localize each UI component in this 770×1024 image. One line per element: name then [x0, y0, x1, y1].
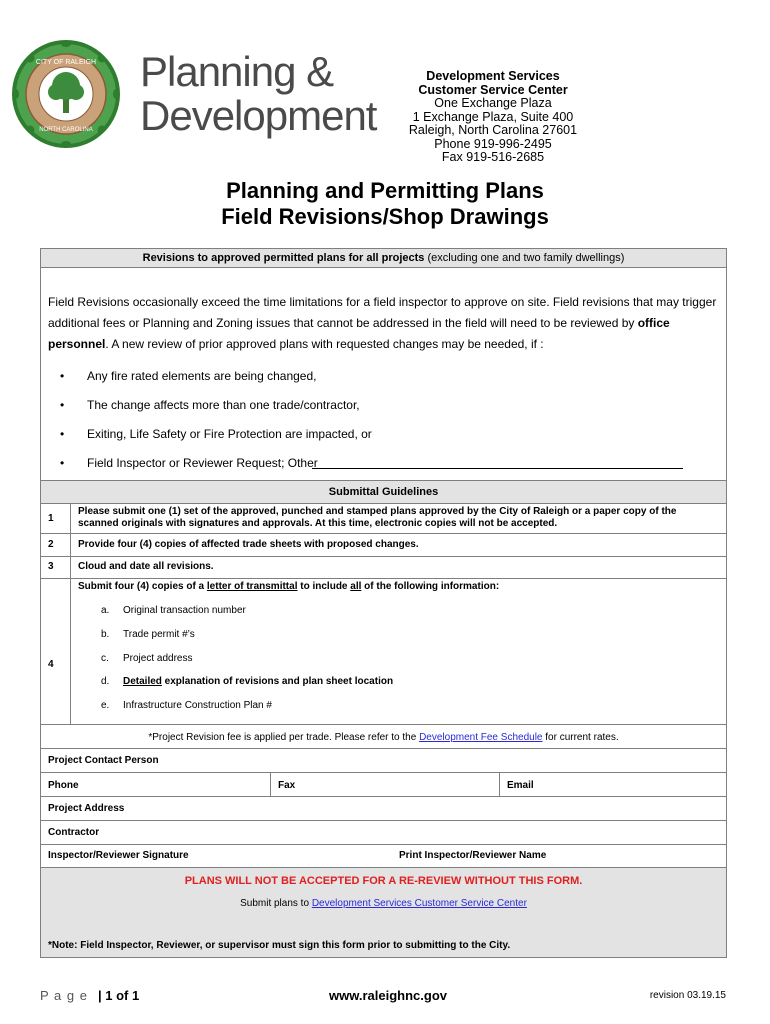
sub-item-detail-rest: explanation of revisions and plan sheet location	[161, 676, 394, 687]
criteria-text: Exiting, Life Safety or Fire Protection are impacted, or	[87, 427, 372, 441]
seal-text-bottom: NORTH CAROLINA	[39, 127, 93, 133]
guideline-1-line-a: Please submit one (1) set of the approved, punched and stamped plans approved by the City of Raleigh or a paper copy of the	[78, 506, 677, 517]
para-line-3: . A new review of prior approved plans with requested changes may be needed, if :	[105, 337, 544, 351]
sub-item-detailed: Detailed	[123, 676, 162, 687]
title-line-2: Field Revisions/Shop Drawings	[221, 204, 549, 229]
contact-block	[398, 70, 588, 165]
brand-line-2: Development	[140, 92, 377, 139]
sub-item-text: Infrastructure Construction Plan #	[123, 700, 272, 711]
field-signature[interactable]: Inspector/Reviewer Signature	[48, 850, 189, 861]
revisions-header-rest: (excluding one and two family dwellings)	[424, 252, 625, 264]
city-seal-logo	[10, 38, 122, 150]
criteria-item	[65, 427, 372, 441]
form-container	[40, 248, 727, 958]
fee-note-text: *Project Revision fee is applied per trade. Please refer to the	[148, 732, 420, 743]
revisions-header-bold: Revisions to approved permitted plans for all projects	[142, 252, 425, 264]
sub-item-letter: d.	[101, 676, 110, 687]
warning-text: PLANS WILL NOT BE ACCEPTED FOR A RE-REVIEW WITHOUT THIS FORM.	[184, 875, 583, 887]
criteria-item	[65, 369, 316, 383]
contact-center: Customer Service Center	[418, 82, 568, 97]
criteria-text: Field Inspector or Reviewer Request; Other	[87, 456, 318, 470]
submit-note	[41, 898, 726, 909]
intro-letter-of-transmittal: letter of transmittal	[206, 581, 298, 592]
guidelines-header: Submittal Guidelines	[41, 481, 726, 504]
field-contractor[interactable]: Contractor	[48, 827, 100, 838]
criteria-item	[65, 456, 318, 470]
field-email[interactable]: Email	[507, 780, 534, 791]
guideline-num: 1	[48, 513, 54, 524]
contact-fax: Fax 919-516-2685	[441, 150, 545, 164]
field-project-address[interactable]: Project Address	[48, 803, 125, 814]
field-fax[interactable]: Fax	[278, 780, 296, 791]
guideline-text: Provide four (4) copies of affected trade sheets with proposed changes.	[78, 539, 419, 550]
revisions-header	[41, 249, 726, 268]
brand-line-1: Planning &	[140, 48, 334, 95]
field-print-name[interactable]: Print Inspector/Reviewer Name	[399, 850, 547, 861]
seal-text-top: CITY OF RALEIGH	[35, 59, 97, 66]
signature-note: *Note: Field Inspector, Reviewer, or supervisor must sign this form prior to submitting to the City.	[48, 940, 511, 951]
para-line-2: additional fees or Planning and Zoning issues that cannot be addressed in the field will need to be reviewed by	[48, 316, 638, 330]
guideline-num: 4	[48, 659, 54, 670]
guideline-text: Cloud and date all revisions.	[78, 561, 214, 572]
submit-note-text: Submit plans to	[240, 898, 312, 909]
sub-item-text: Original transaction number	[123, 605, 246, 616]
sub-item-text: Project address	[123, 653, 193, 664]
contact-dept: Development Services	[426, 69, 560, 83]
contact-city: Raleigh, North Carolina 27601	[408, 123, 578, 137]
field-project-contact[interactable]: Project Contact Person	[48, 755, 159, 766]
contact-building: One Exchange Plaza	[434, 96, 552, 110]
intro-c: of the following information:	[361, 581, 500, 592]
page-number: | 1 of 1	[98, 988, 140, 1003]
guideline-4-intro	[78, 581, 499, 592]
criteria-text: Any fire rated elements are being changed,	[87, 369, 317, 383]
guideline-num: 2	[48, 539, 54, 550]
contact-phone: Phone 919-996-2495	[434, 136, 552, 151]
intro-a: Submit four (4) copies of a	[78, 581, 207, 592]
criteria-item	[65, 398, 360, 412]
intro-b: to include	[297, 581, 351, 592]
sub-item-letter: e.	[101, 700, 110, 711]
sub-item-text: Trade permit #’s	[123, 629, 195, 640]
para-line-1: Field Revisions occasionally exceed the time limitations for a field inspector to approve on site. Field revisions that may trigger	[48, 295, 717, 309]
sub-item-letter: a.	[101, 605, 110, 616]
brand-wordmark	[140, 50, 376, 138]
service-center-link[interactable]: Development Services Customer Service Center	[311, 898, 527, 909]
guideline-num: 3	[48, 561, 54, 572]
sub-item-text	[123, 676, 393, 687]
revisions-paragraph	[48, 292, 718, 355]
guideline-1-line-b: scanned originals with signatures and approvals. At this time, electronic copies will not be accepted.	[78, 518, 558, 529]
fee-schedule-link[interactable]: Development Fee Schedule	[419, 732, 543, 743]
page-title	[0, 178, 770, 230]
other-fill-line[interactable]	[312, 468, 683, 469]
notice-area	[41, 868, 726, 957]
intro-all: all	[350, 581, 362, 592]
criteria-text: The change affects more than one trade/contractor,	[87, 398, 360, 412]
para-office: office	[637, 316, 670, 330]
guideline-text	[78, 506, 718, 530]
para-personnel: personnel	[48, 337, 106, 351]
sub-item-letter: b.	[101, 629, 110, 640]
sub-item-letter: c.	[101, 653, 109, 664]
website: www.raleighnc.gov	[329, 988, 447, 1003]
revision-date: revision 03.19.15	[649, 990, 726, 1001]
field-phone[interactable]: Phone	[48, 780, 79, 791]
fee-note-tail: for current rates.	[542, 732, 619, 743]
fee-note	[41, 732, 726, 743]
title-line-1: Planning and Permitting Plans	[226, 178, 544, 203]
contact-street: 1 Exchange Plaza, Suite 400	[412, 109, 574, 124]
page-label: P a g e	[40, 988, 88, 1003]
